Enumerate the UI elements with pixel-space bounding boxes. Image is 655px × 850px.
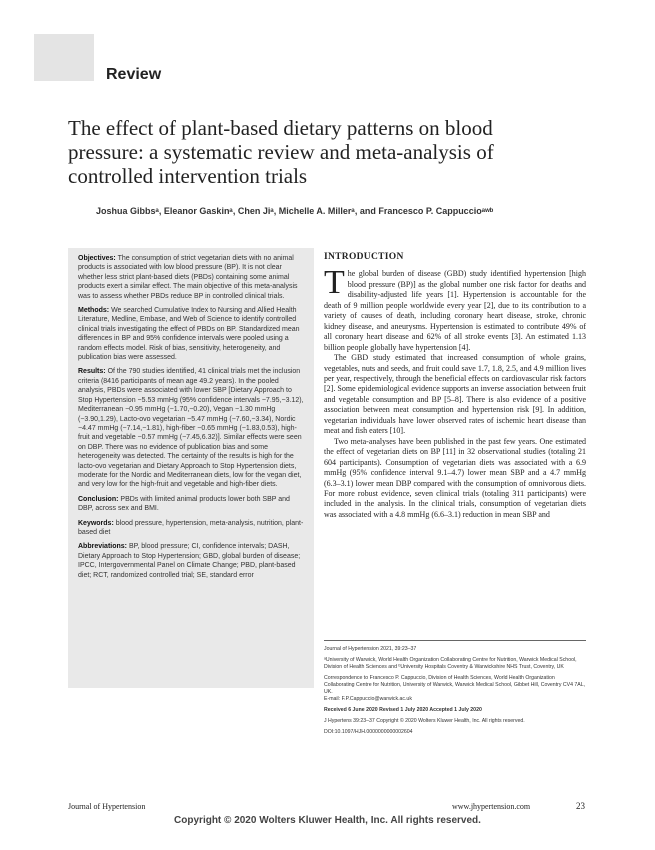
- introduction-heading: INTRODUCTION: [324, 252, 404, 262]
- received-dates: Received 6 June 2020 Revised 1 July 2020 Accepted 1 July 2020: [324, 707, 482, 713]
- keywords-text: blood pressure, hypertension, meta-analysis, nutrition, plant-based diet: [78, 519, 304, 536]
- abbreviations-text: BP, blood pressure; CI, confidence intervals; DASH, Dietary Approach to Stop Hypertension; GBD, global burden of disease; IPCC, Intergovernmental Panel on Climate Change; PBD, plant-based diet; RCT, randomized controlled trial; SE, standard error: [78, 543, 301, 579]
- correspondence: [324, 675, 586, 703]
- abbreviations-label: Abbreviations:: [78, 543, 128, 551]
- results-text: Of the 790 studies identified, 41 clinical trials met the inclusion criteria (8416 participants of mean age 49.2 years). In the pooled analysis, PBDs were associated with lower SBP [Dietary Approach to Stop Hypertension −5.53 mmHg (95% confidence intervals −7.95,−3.12), Mediterranean −0.95 mmHg (−1.70,−0.20), Vegan −1.30 mmHg (−3.90,1.29), Lacto-ovo vegetarian −5.47 mmHg (−7.60,−3.34), Nordic −4.47 mmHg (−7.14,−1.81), high-fiber −0.65 mmHg (−1.83,0.53), high-fruit and vegetable −0.57 mmHg (−7.45,6.32)]. Similar effects were seen on DBP. There was no evidence of publication bias and some heterogeneity was detected. The certainty of the results is high for the lacto-ovo vegetarian and Dietary Approach to Stop Hypertension diets, moderate for the Nordic and Mediterranean diets, low for the vegan diet, and very low for the high-fruit and vegetable and high-fiber diets.: [78, 368, 304, 489]
- abstract-conclusion: [78, 495, 306, 514]
- copyright-note: J Hypertens 39:23–37 Copyright © 2020 Wolters Kluwer Health, Inc. All rights reserved.: [324, 718, 525, 724]
- abstract-abbreviations: [78, 542, 306, 580]
- footer-journal-name: Journal of Hypertension: [68, 802, 146, 811]
- abstract-objectives: [78, 254, 306, 301]
- intro-paragraph-1-text: he global burden of disease (GBD) study identified hypertension [high blood pressure (BP)] as the global number one risk factor for deaths and disability-adjusted life years [1]. Hypertension is accountable for the death of 9 million people worldwide every year [2], due to its contribution to a variety of causes of death, including coronary heart disease, stroke, chronic kidney disease, and aneurysms. Hypertension is estimated to contribute 49% of all coronary heart disease and 62% of all stroke events [3]. An estimated 1.13 billion people globally have hypertension [4].: [324, 269, 586, 352]
- journal-citation: Journal of Hypertension 2021, 39:23–37: [324, 646, 417, 652]
- objectives-text: The consumption of strict vegetarian diets with no animal products is associated with low blood pressure (BP). It is not clear whether less strict plant-based diets (PBDs) containing some animal products exert a similar effect. The main objective of this meta-analysis was to assess whether PBDs reduce BP in controlled clinical trials.: [78, 255, 298, 300]
- keywords-label: Keywords:: [78, 519, 114, 527]
- article-title: The effect of plant-based dietary patterns on blood pressure: a systematic review and meta-analysis of controlled intervention trials: [68, 116, 494, 188]
- drop-cap: T: [324, 264, 345, 302]
- abstract-results: [78, 367, 306, 489]
- doi: DOI:10.1097/HJH.0000000000002604: [324, 729, 413, 735]
- page-number: 23: [576, 801, 585, 811]
- introduction-column: [324, 252, 586, 520]
- conclusion-label: Conclusion:: [78, 495, 119, 503]
- footer-website: www.jhypertension.com: [452, 802, 531, 811]
- objectives-label: Objectives:: [78, 255, 116, 262]
- conclusion-text: PBDs with limited animal products lower both SBP and DBP, across sex and BMI.: [78, 495, 290, 513]
- intro-paragraph-2: The GBD study estimated that increased consumption of whole grains, vegetables, nuts and seeds, and fruit could save 1.7, 1.8, 2.5, and 4.9 million lives per year, respectively, through the beneficial effects on cardiovascular risk factors [2]. Some epidemiological evidence supports an inverse association between fruit and vegetable consumption and BP [5–8]. There is also evidence of a positive association between meat consumption and hypertension risk [9]. In addition, vegetarian individuals have lower observed rates of ischemic heart disease than meat and fish eaters [10].: [324, 353, 586, 436]
- author-list: Joshua Gibbsᵃ, Eleanor Gaskinᵃ, Chen Jiᵃ, Michelle A. Millerᵃ, and Francesco P. Cappuccioᵃʷᵇ: [96, 206, 494, 216]
- results-label: Results:: [78, 368, 106, 376]
- correspondence-text: Correspondence to Francesco P. Cappuccio, Division of Health Sciences, World Health Organization Collaborating Centre for Nutrition, University of Warwick, Warwick Medical School, Gibbet Hill, Coventry CV4 7AL, UK.: [324, 675, 586, 695]
- copyright-banner: Copyright © 2020 Wolters Kluwer Health, Inc. All rights reserved.: [174, 815, 481, 826]
- intro-paragraph-3: Two meta-analyses have been published in the past few years. One estimated the effect of vegetarian diets on BP [11] in 32 observational studies (totaling 21 604 participants). Consumption of vegetarian diets was associated with a 6.9 mmHg (95% confidence interval 9.1–4.7) lower mean SBP and a 4.7 mmHg (6.3–3.1) lower mean DBP compared with the consumption of omnivorous diets. For more robust evidence, seven clinical trials (totaling 311 participants) were included in the analysis. In the clinical trials, consumption of vegetarian diets was associated with a 4.8 mmHg (6.6–3.1) reduction in mean SBP and: [324, 436, 586, 519]
- intro-paragraph-1: [324, 264, 586, 353]
- abstract-keywords: [78, 519, 306, 538]
- correspondence-email: E-mail: F.P.Cappuccio@warwick.ac.uk: [324, 696, 412, 702]
- section-label: Review: [106, 66, 162, 83]
- article-meta-notes: [324, 640, 586, 740]
- abstract-box: [68, 248, 314, 688]
- methods-label: Methods:: [78, 307, 110, 315]
- affiliations: ᵃUniversity of Warwick, World Health Organization Collaborating Centre for Nutrition, Warwick Medical School, Division of Health Sciences and ᵇUniversity Hospitals Coventry & Warwickshire NHS Trust, Coventry, UK: [324, 657, 577, 670]
- methods-text: We searched Cumulative Index to Nursing and Allied Health Literature, Medline, Embase, and Web of Science to identify controlled clinical trials investigating the effect of PBDs on BP. Standardized mean differences in BP and 95% confidence intervals were pooled using a random effects model. Risk of bias, sensitivity, heterogeneity, and publication bias were assessed.: [78, 307, 300, 362]
- corner-tab-block: [34, 34, 94, 81]
- abstract-methods: [78, 306, 306, 362]
